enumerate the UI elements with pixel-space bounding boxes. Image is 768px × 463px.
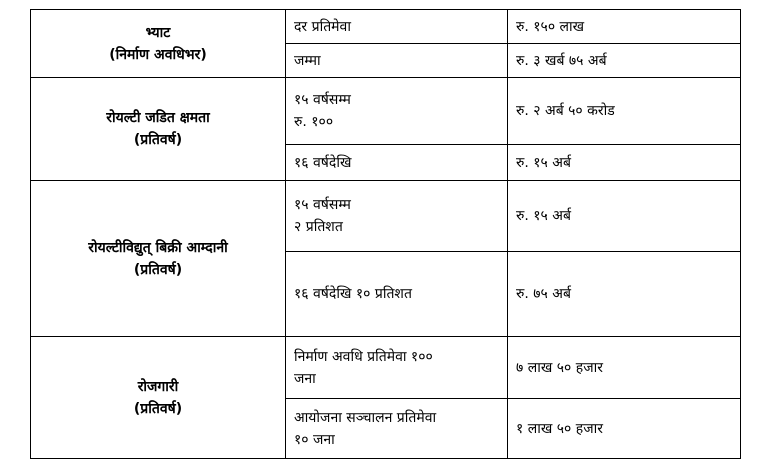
table-row — [31, 181, 741, 252]
description-cell — [286, 399, 508, 459]
value-cell — [508, 337, 741, 399]
description-cell — [286, 181, 508, 252]
description-text-line2: जना — [294, 370, 316, 387]
value-cell — [508, 44, 741, 78]
category-cell — [31, 337, 286, 459]
category-title: भ्याट — [145, 24, 171, 41]
description-text-line2: २ प्रतिशत — [294, 219, 343, 235]
value-cell — [508, 181, 741, 252]
category-title: रोयल्टी जडित क्षमता — [106, 110, 210, 126]
value-text: ७ लाख ५० हजार — [516, 359, 603, 376]
value-text: रु. १५० लाख — [516, 18, 585, 35]
description-text: निर्माण अवधि प्रतिमेवा १०० — [294, 348, 433, 365]
description-text: जम्मा — [294, 52, 321, 69]
description-cell — [286, 10, 508, 44]
description-text: १६ वर्षदेखि — [294, 154, 352, 171]
category-subtitle: (निर्माण अवधिभर) — [109, 46, 207, 63]
value-text: रु. १५ अर्ब — [516, 154, 571, 171]
description-cell — [286, 44, 508, 78]
table-row — [31, 337, 741, 399]
value-text: रु. ३ खर्ब ७५ अर्ब — [516, 52, 607, 69]
value-text: रु. ७५ अर्ब — [516, 286, 571, 302]
table-row — [31, 10, 741, 44]
value-cell — [508, 252, 741, 337]
description-text: १५ वर्षसम्म — [294, 92, 351, 108]
description-text: १५ वर्षसम्म — [294, 197, 351, 213]
value-cell — [508, 145, 741, 181]
category-cell — [31, 10, 286, 78]
value-text: रु. २ अर्ब ५० करोड — [516, 103, 615, 119]
description-text: दर प्रतिमेवा — [294, 18, 351, 35]
description-cell — [286, 78, 508, 145]
category-title: रोयल्टीविद्युत् बिक्री आम्दानी — [88, 239, 228, 256]
description-text-line2: १० जना — [294, 431, 335, 448]
category-subtitle: (प्रतिवर्ष) — [133, 400, 183, 417]
value-text: १ लाख ५० हजार — [516, 420, 603, 437]
description-cell — [286, 252, 508, 337]
value-cell — [508, 78, 741, 145]
value-cell — [508, 399, 741, 459]
category-cell — [31, 181, 286, 337]
description-text: १६ वर्षदेखि १० प्रतिशत — [294, 286, 412, 302]
description-cell — [286, 337, 508, 399]
category-title: रोजगारी — [137, 378, 179, 395]
benefits-table — [30, 9, 741, 459]
description-text: आयोजना सञ्चालन प्रतिमेवा — [294, 409, 437, 426]
value-text: रु. १५ अर्ब — [516, 208, 571, 224]
description-cell — [286, 145, 508, 181]
value-cell — [508, 10, 741, 44]
category-subtitle: (प्रतिवर्ष) — [133, 132, 183, 148]
table-row — [31, 78, 741, 145]
category-subtitle: (प्रतिवर्ष) — [133, 261, 183, 278]
description-text-line2: रु. १०० — [294, 114, 334, 130]
category-cell — [31, 78, 286, 181]
